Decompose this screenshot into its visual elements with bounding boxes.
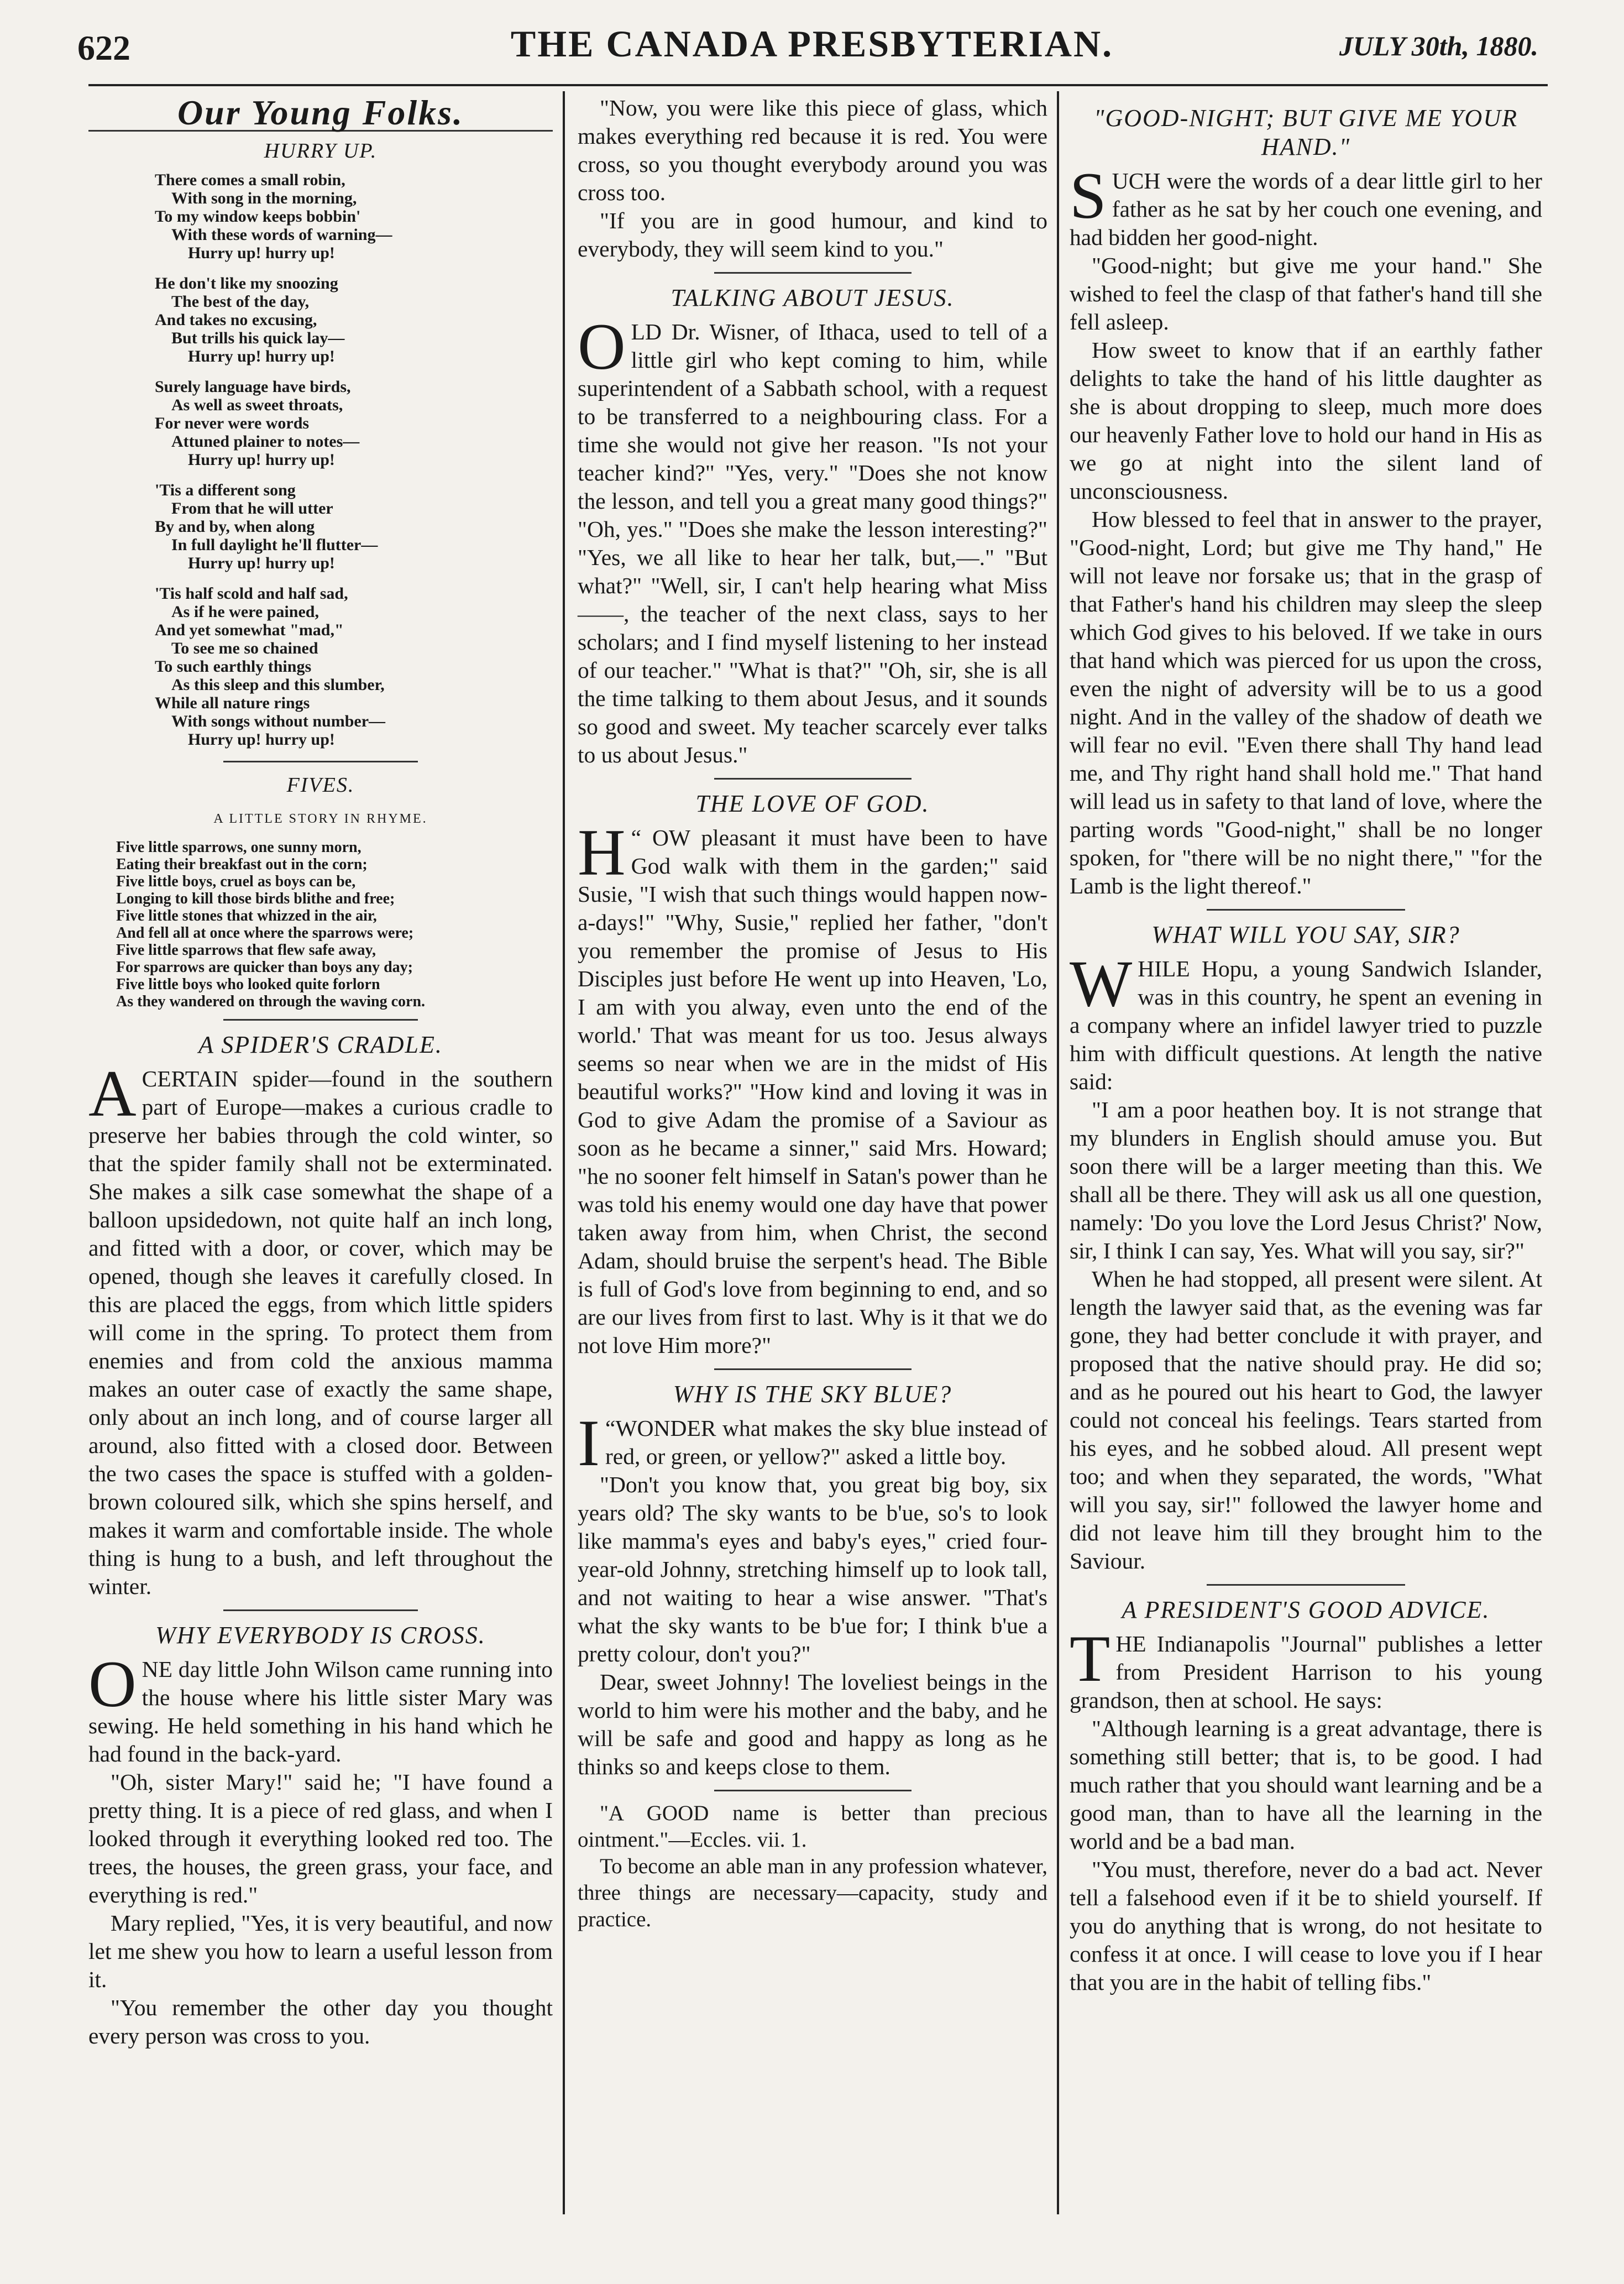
article-paragraph: "You remember the other day you thought every person was cross to you. — [88, 1995, 553, 2048]
poem-title: HURRY UP. — [264, 139, 378, 163]
article-paragraph: "Good-night; but give me your hand." She wished to feel the clasp of that father's hand till she fell asleep. — [1070, 253, 1542, 335]
article-paragraph: How blessed to feel that in answer to the prayer, "Good-night, Lord; but give me Thy hand," He will not leave nor forsake us; that in the grasp of that Father's hand his children may sleep the sleep which God gives to his beloved. If we take in ours that hand which was pierced for us upon the cross, even the night of adversity will be to us a good night. And in the valley of the shadow of death we will fear no evil. "Even there shall Thy hand lead me, and Thy right hand shall hold me." That hand will lead us in safety to that land of love, where the parting words "Good-night," shall be no longer spoken, for "there will be no night there," "for the Lamb is the light thereof." — [1070, 506, 1542, 898]
column-1 — [88, 94, 553, 2050]
article-paragraph: OLD Dr. Wisner, of Ithaca, used to tell of a little girl who kept coming to him, while superintendent of a Sabbath school, with a request to be transferred to a neighbouring class. For a time she would not give her reason. "Is not your teacher kind?" "Yes, very." "Does she not know the lesson, and tell you a great many good things?" "Oh, yes." "Does she make the lesson interesting?" "Yes, we all like to hear her talk, but,—." "But what?" "Well, sir, I can't help hearing what Miss——, the teacher of the next class, says to her scholars; and I find myself listening to her instead of our teacher." "What is that?" "Oh, sir, she is all the time talking to them about Jesus, and it sounds so good and sweet. My teacher scarcely ever talks to us about Jesus." — [578, 310, 1047, 767]
poem-line: To my window keeps bobbin' — [155, 207, 361, 226]
poem-line: Hurry up! hurry up! — [188, 730, 335, 749]
article-paragraph: WHILE Hopu, a young Sandwich Islander, was in this country, he spent an evening in a company where an infidel lawyer tried to puzzle him with difficult questions. At length the native said: — [1070, 947, 1542, 1094]
poem-line: There comes a small robin, — [155, 171, 345, 189]
poem-line: To see me so chained — [171, 639, 318, 657]
poem-line: As if he were pained, — [171, 603, 319, 621]
section-rule — [223, 1609, 418, 1611]
poem-line: As this sleep and this slumber, — [171, 676, 385, 694]
article-title: "GOOD-NIGHT; BUT GIVE ME YOUR HAND." — [1094, 104, 1518, 160]
article-paragraph: "Now, you were like this piece of glass, which makes everything red because it is red. You were cross, so you thought everybody around you was cross too. — [578, 95, 1047, 205]
article-paragraph: "You must, therefore, never do a bad act. Never tell a falsehood even if it be to shield yourself. If you do anything that is wrong, do not hesitate to confess it at once. I will cease to love you if I hear that you are in the habit of telling fibs." — [1070, 1857, 1542, 1995]
poem-line: Surely language have birds, — [155, 378, 351, 396]
article-paragraph: ACERTAIN spider—found in the southern part of Europe—makes a curious cradle to preserve her babies through the cold winter, so that the spider family shall not be exterminated. She makes a silk case somewhat the shape of a balloon upsidedown, not quite half an inch long, and fitted with a door, or cover, which may be opened, though she leaves it carefully closed. In this are placed the eggs, from which little spiders will come in the spring. To protect them from enemies and from cold the anxious mamma makes an outer case of exactly the same shape, only about an inch long, and of course larger all around, also fitted with a closed door. Between the two cases the space is stuffed with a golden-brown coloured silk, which she spins herself, and makes it warm and comfortable inside. The whole thing is hung to a bush, and left throughout the winter. — [88, 1057, 553, 1599]
poem-line: Five little boys who looked quite forlorn — [116, 976, 380, 993]
article-paragraph: When he had stopped, all present were silent. At length the lawyer said that, as the evening was far gone, they had better conclude it with prayer, and proposed that the native should pray. He did so; and as he poured out his heart to God, the lawyer could not conceal his feelings. Tears started from his eyes, and he sobbed aloud. All present wept too; and when they separated, the words, "What will you say, sir!" followed the lawyer home and did not leave him till they brought him to the Saviour. — [1070, 1266, 1542, 1574]
poem-stanza — [155, 378, 553, 469]
poem-line: And yet somewhat "mad," — [155, 621, 344, 639]
section-rule — [1207, 1584, 1405, 1586]
page-number: 622 — [77, 28, 130, 67]
poem-line: Eating their breakfast out in the corn; — [116, 856, 368, 873]
column-divider — [563, 91, 565, 2214]
poem-line: He don't like my snoozing — [155, 274, 338, 292]
article-paragraph: Dear, sweet Johnny! The loveliest beings in the world to him were his mother and the baby, and he will be safe and good and happy as long as he thinks so and keeps close to them. — [578, 1669, 1047, 1779]
article-paragraph: "I am a poor heathen boy. It is not strange that my blunders in English should amuse you. But soon there will be a larger meeting than this. We shall all be there. They will ask us all one question, namely: 'Do you love the Lord Jesus Christ?' Now, sir, I think I can say, Yes. What will you say, sir?" — [1070, 1097, 1542, 1263]
article-paragraph: THE Indianapolis "Journal" publishes a letter from President Harrison to his young grandson, then at school. He says: — [1070, 1622, 1542, 1713]
article-title: WHY EVERYBODY IS CROSS. — [155, 1622, 486, 1649]
poem-line: Attuned plainer to notes— — [171, 432, 360, 451]
poem-line: For sparrows are quicker than boys any day; — [116, 959, 413, 976]
poem-line: With song in the morning, — [171, 189, 357, 207]
column-divider — [1057, 91, 1059, 2214]
poem-stanza — [155, 274, 553, 365]
poem-line: For never were words — [155, 414, 310, 432]
issue-date: JULY 30th, 1880. — [1339, 30, 1538, 61]
poem-line: Five little stones that whizzed in the air, — [116, 907, 377, 924]
drop-cap: I — [578, 1406, 600, 1480]
article-title: WHY IS THE SKY BLUE? — [673, 1381, 952, 1408]
poem-line: And fell all at once where the sparrows were; — [116, 924, 414, 942]
newspaper-title: THE CANADA PRESBYTERIAN. — [510, 23, 1114, 65]
article-paragraph: “ H OW pleasant it must have been to have God walk with them in the garden;" said Susie, "I wish that such things would happen now-a-days!" "Why, Susie," replied her father, "don't you remember the promise of Jesus to His Disciples just before He went up into Heaven, 'Lo, I am with you alway, even unto the end of the world.' That was meant for us too. Jesus always seems so near when we are in the midst of His beautiful works?" "How kind and loving it was in God to give Adam the promise of a Saviour as soon as he became a sinner," said Mrs. Howard; "he no sooner felt himself in Satan's power than he was told his enemy would one day have that power taken away from him, when Christ, the second Adam, should bruise the serpent's head. The Bible is full of God's love from beginning to end, and so are our lives from first to last. Why is it that we do not love Him more?" — [578, 816, 1047, 1358]
poem-line: But trills his quick lay— — [171, 329, 345, 347]
article-title: TALKING ABOUT JESUS. — [670, 284, 955, 311]
poem-line: By and by, when along — [155, 518, 315, 536]
article-title: WHAT WILL YOU SAY, SIR? — [1151, 921, 1460, 948]
poem-line: 'Tis half scold and half sad, — [155, 584, 348, 603]
poem-line: To such earthly things — [155, 657, 312, 676]
article-paragraph: Mary replied, "Yes, it is very beautiful, and now let me shew you how to learn a useful lesson from it. — [88, 1910, 553, 1992]
article-paragraph: SUCH were the words of a dear little girl to her father as he sat by her couch one evening, and had bidden her good-night. — [1070, 159, 1542, 250]
poem-line: 'Tis a different song — [155, 481, 296, 499]
poem-line: As they wandered on through the waving corn. — [116, 993, 426, 1010]
header-rule — [88, 84, 1548, 86]
section-heading: Our Young Folks. — [177, 93, 464, 132]
article-title: A PRESIDENT'S GOOD ADVICE. — [1122, 1596, 1490, 1623]
article-paragraph: "If you are in good humour, and kind to everybody, they will seem kind to you." — [578, 208, 1047, 262]
section-rule — [223, 761, 418, 762]
article-title: A SPIDER'S CRADLE. — [198, 1031, 443, 1058]
poem-fives — [116, 839, 553, 1010]
section-rule — [1207, 909, 1405, 911]
drop-cap: S — [1070, 159, 1107, 232]
poem-stanza — [155, 584, 553, 749]
section-rule — [714, 272, 911, 274]
drop-cap: A — [88, 1057, 137, 1130]
article-paragraph: ONE day little John Wilson came running into the house where his little sister Mary was sewing. He held something in his hand which he had found in the back-yard. — [88, 1647, 553, 1766]
poem-line: As well as sweet throats, — [171, 396, 343, 414]
poem-line: Hurry up! hurry up! — [188, 347, 335, 365]
article-paragraph: How sweet to know that if an earthly father delights to take the hand of his little daughter as she is about dropping to sleep, much more does our heavenly Father love to hold our hand in His as we go at night into the silent land of unconsciousness. — [1070, 337, 1542, 504]
poem-line: While all nature rings — [155, 694, 310, 712]
section-rule — [714, 778, 911, 780]
article-title: THE LOVE OF GOD. — [695, 790, 930, 817]
article-paragraph: To become an able man in any profession whatever, three things are necessary—capacity, study and practice. — [578, 1854, 1047, 1931]
poem-hurry-up — [155, 171, 553, 749]
drop-cap: O — [88, 1647, 137, 1721]
article-paragraph: "A GOOD name is better than precious ointment."—Eccles. vii. 1. — [578, 1801, 1047, 1852]
poem-line: Hurry up! hurry up! — [188, 554, 335, 572]
poem-line: From that he will utter — [171, 499, 333, 518]
poem-stanza — [155, 481, 553, 572]
masthead — [0, 22, 1624, 83]
poem-line: With songs without number— — [171, 712, 386, 730]
drop-cap: H — [578, 816, 626, 889]
column-3 — [1070, 94, 1542, 1996]
poem-line: The best of the day, — [171, 292, 310, 311]
poem-line: With these words of warning— — [171, 226, 392, 244]
poem-title: FIVES. — [286, 773, 355, 797]
poem-line: Hurry up! hurry up! — [188, 451, 335, 469]
section-rule — [714, 1790, 911, 1791]
poem-line: In full daylight he'll flutter— — [171, 536, 378, 554]
section-rule — [223, 1019, 418, 1021]
article-paragraph: "Don't you know that, you great big boy, six years old? The sky wants to be b'ue, so's to look like mamma's eyes and baby's eyes," cried four-year-old Johnny, stretching himself up to look tall, and not waiting to hear a wise answer. "That's what the sky wants to be b'ue for; I think b'ue a pretty colour, don't you?" — [578, 1472, 1047, 1666]
poem-line: Hurry up! hurry up! — [188, 244, 335, 262]
poem-line: Five little boys, cruel as boys can be, — [116, 873, 356, 890]
article-paragraph: "Although learning is a great advantage, there is something still better; that is, to be good. I had much rather that you should want learning and be a good man, than to have all the learning in the world and be a bad man. — [1070, 1716, 1542, 1854]
poem-line: Longing to kill those birds blithe and free; — [116, 890, 395, 907]
drop-cap: T — [1070, 1622, 1110, 1695]
poem-line: Five little sparrows that flew safe away, — [116, 942, 376, 959]
poem-line: And takes no excusing, — [155, 311, 317, 329]
article-paragraph: "Oh, sister Mary!" said he; "I have found a pretty thing. It is a piece of red glass, and when I looked through it everything looked red too. The trees, the houses, the green grass, your face, and everything is red." — [88, 1769, 553, 1907]
article-paragraph: “ I WONDER what makes the sky blue instead of red, or green, or yellow?" asked a little boy. — [578, 1406, 1047, 1480]
poem-line: Five little sparrows, one sunny morn, — [116, 839, 362, 856]
poem-stanza — [155, 171, 553, 262]
column-2 — [578, 94, 1047, 1933]
poem-subtitle: A LITTLE STORY IN RHYME. — [213, 812, 428, 826]
drop-cap: O — [578, 310, 626, 383]
section-rule — [714, 1368, 911, 1370]
drop-cap: W — [1070, 947, 1133, 1020]
